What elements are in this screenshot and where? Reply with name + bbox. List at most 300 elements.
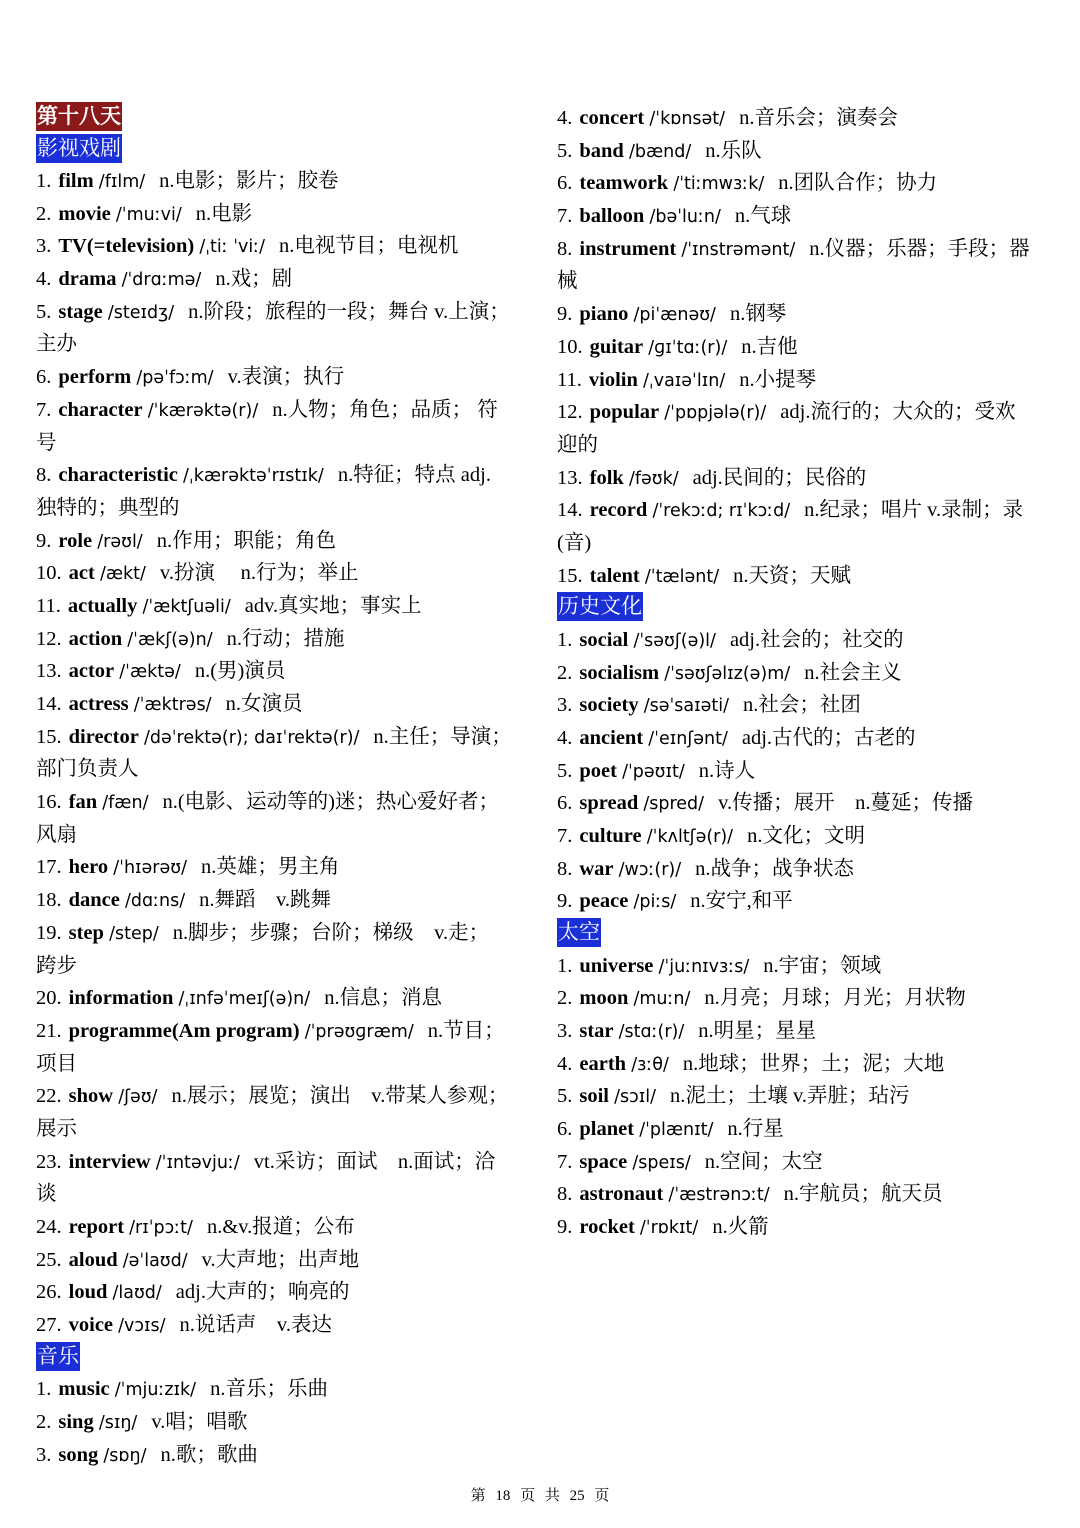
vocab-entry [557,722,1057,755]
entry-phonetic: /sɔɪl/ [614,1087,657,1108]
entry-phonetic: /steɪdʒ/ [107,302,175,323]
entry-meaning: n.信息；消息 [324,987,443,1010]
entry-phonetic: /ˈdrɑːmə/ [121,270,202,291]
entry-meaning: n.月亮；月球；月光；月状物 [704,987,966,1010]
entry-number: 7. [557,824,573,847]
entry-continuation [36,1113,536,1146]
vocab-entry [557,331,1057,364]
vocab-entry [557,200,1057,233]
entry-number: 4. [36,268,52,291]
entry-meaning: v.大声地；出声地 [201,1248,360,1271]
entry-word: aloud [68,1248,118,1271]
entry-phonetic: /ˌtiː ˈviː/ [199,237,266,258]
vocab-entry [557,462,1057,495]
entry-meaning: n.脚步；步骤；台阶；梯级 v.走； [172,921,490,944]
entry-word: hero [68,856,109,879]
entry-word: movie [58,202,111,225]
entry-meaning: n.火箭 [712,1216,769,1238]
entry-word: film [58,170,94,192]
entry-number: 19. [36,921,62,944]
entry-phonetic: /ʃəʊ/ [118,1087,158,1108]
entry-number: 15. [36,725,62,748]
entry-phonetic: /ˈsəʊʃ(ə)l/ [633,630,716,651]
entry-number: 27. [36,1314,62,1337]
entry-word: TV(=television) [58,235,195,258]
entry-meaning: v.表演；执行 [227,366,345,389]
entry-meaning: n.行星 [727,1117,784,1140]
entry-number: 15. [557,564,583,587]
entry-meaning: n.天资；天赋 [733,564,851,587]
entry-number: 10. [36,562,62,585]
entry-word: astronaut [579,1183,664,1206]
entry-continuation [36,1178,536,1211]
left-column [36,102,536,1471]
section-heading [36,1342,536,1374]
entry-word: star [579,1019,614,1042]
entry-number: 23. [36,1150,62,1173]
entry-word: social [579,628,629,651]
entry-word: balloon [579,205,645,228]
entry-number: 9. [557,303,573,326]
vocab-entry [557,787,1057,820]
entry-meaning: n.作用；职能；角色 [156,529,337,552]
entry-meaning: n.气球 [734,205,792,228]
entry-number: 7. [557,205,573,228]
entry-meaning: n.社会主义 [804,661,902,684]
entry-meaning: n.明星；星星 [698,1019,817,1042]
entry-number: 21. [36,1019,62,1042]
entry-meaning: n.人物；角色；品质； 符 [272,398,498,421]
entry-word: dance [68,889,120,912]
entry-meaning: n.诗人 [698,759,756,782]
entry-number: 6. [557,792,573,815]
entry-phonetic: /dɑːns/ [125,891,186,912]
entry-number: 5. [557,759,573,782]
entry-meaning: n.音乐会；演奏会 [739,107,898,129]
entry-phonetic: /ˈmjuːzɪk/ [114,1380,197,1401]
entry-continuation-text: 跨步 [36,954,77,977]
vocab-entry [36,394,536,427]
entry-meaning: n.音乐；乐曲 [210,1378,328,1401]
day-heading [36,102,536,134]
entry-number: 17. [36,856,62,879]
entry-phonetic: /bænd/ [628,141,692,162]
entry-meaning: n.地球；世界；土；泥；大地 [682,1052,945,1075]
entry-continuation-text: 主办 [36,333,77,356]
entry-phonetic: /fəʊk/ [628,468,679,489]
entry-meaning: n.仪器；乐器；手段；器 [809,237,1030,260]
vocab-entry [36,1439,536,1472]
section-heading [557,592,1057,624]
entry-meaning: n.社会；社团 [743,694,861,717]
vocab-entry [36,655,536,688]
entry-number: 26. [36,1281,62,1304]
entry-continuation [557,429,1057,462]
entry-meaning: n.战争；战争状态 [695,857,854,880]
vocab-entry [36,623,536,656]
vocab-entry [36,688,536,721]
entry-phonetic: /ˈrɒkɪt/ [639,1218,699,1238]
vocab-entry [557,820,1057,853]
entry-number: 7. [557,1150,573,1173]
entry-number: 3. [36,235,52,258]
entry-phonetic: /sɪŋ/ [98,1412,138,1433]
entry-number: 3. [557,694,573,717]
entry-word: poet [579,759,617,782]
vocab-entry [557,982,1057,1015]
entry-word: programme(Am program) [68,1019,300,1042]
entry-meaning: adj.大声的；响亮的 [175,1281,350,1304]
entry-phonetic: /sɒŋ/ [103,1445,147,1466]
entry-continuation [36,1048,536,1081]
vocab-entry [557,689,1057,722]
entry-word: perform [58,366,132,389]
vocab-entry [36,1244,536,1277]
entry-word: actually [67,594,138,617]
vocab-entry [557,233,1057,266]
entry-phonetic: /bəˈluːn/ [649,207,721,228]
entry-number: 8. [557,857,573,880]
entry-meaning: adj.流行的；大众的；受欢 [780,401,1016,424]
entry-phonetic: /ˈprəʊɡræm/ [304,1021,414,1042]
entry-continuation-text: 风扇 [36,823,77,846]
vocab-entry [36,557,536,590]
entry-meaning: n.女演员 [225,693,303,715]
entry-phonetic: /fɪlm/ [98,172,146,192]
entry-number: 3. [36,1443,52,1466]
entry-word: band [579,139,624,162]
section-heading-label: 影视戏剧 [36,134,122,163]
entry-word: rocket [579,1216,635,1238]
entry-phonetic: /ˈrekɔːd; rɪˈkɔːd/ [652,501,791,522]
entry-meaning: n.小提琴 [739,368,817,391]
entry-continuation [36,328,536,361]
vocab-entry [36,525,536,558]
entry-meaning: n.戏；剧 [215,268,293,291]
entry-word: earth [579,1052,627,1075]
entry-meaning: n.文化；文明 [747,824,865,847]
entry-number: 11. [36,594,61,617]
entry-number: 14. [557,499,583,522]
entry-phonetic: /ˈmuːvi/ [115,204,182,225]
entry-number: 2. [557,987,573,1010]
entry-word: planet [579,1117,635,1140]
entry-number: 16. [36,791,62,814]
entry-phonetic: /rɪˈpɔːt/ [129,1218,193,1238]
entry-number: 12. [557,401,583,424]
entry-phonetic: /ˈjuːnɪvɜːs/ [658,956,750,977]
entry-word: information [68,987,174,1010]
entry-phonetic: /dəˈrektə(r); daɪˈrektə(r)/ [143,727,360,748]
vocab-entry [36,361,536,394]
entry-phonetic: /ˈæktə/ [119,662,181,683]
entry-number: 6. [557,172,573,195]
entry-number: 25. [36,1248,62,1271]
entry-phonetic: /əˈlaʊd/ [122,1250,188,1271]
entry-meaning: n.展示；展览；演出 v.带某人参观； [171,1085,509,1108]
entry-word: spread [579,792,639,815]
entry-word: characteristic [58,464,178,487]
entry-word: soil [579,1085,609,1108]
entry-continuation [36,950,536,983]
entry-continuation-text: 项目 [36,1052,77,1075]
entry-word: actor [68,660,115,683]
entry-meaning: v.传播；展开 n.蔓延；传播 [718,792,973,815]
vocab-entry [557,1113,1057,1146]
entry-number: 4. [557,107,573,129]
entry-phonetic: /vɔɪs/ [118,1316,166,1337]
entry-word: piano [579,303,629,326]
entry-continuation [36,819,536,852]
entry-number: 2. [36,1410,52,1433]
entry-meaning: adv.真实地；事实上 [244,594,422,617]
entry-continuation-text: 谈 [36,1183,57,1206]
vocab-entry [557,494,1057,527]
entry-meaning: n.乐队 [705,139,762,162]
entry-word: universe [579,954,654,977]
entry-word: folk [589,466,624,489]
vocab-entry [36,230,536,263]
entry-continuation-text: 展示 [36,1117,77,1140]
entry-number: 9. [557,1216,573,1238]
vocab-entry [557,853,1057,886]
entry-word: fan [68,791,98,814]
entry-meaning: n.行动；措施 [226,627,345,650]
vocab-entry [36,917,536,950]
entry-number: 22. [36,1085,62,1108]
entry-number: 2. [557,661,573,684]
entry-meaning: n.团队合作；协力 [778,172,938,195]
section-heading-label: 历史文化 [557,592,643,621]
vocab-entry [36,459,536,492]
entry-continuation-text: 迎的 [557,433,598,456]
entry-number: 5. [557,139,573,162]
day-label: 第十八天 [36,102,122,131]
entry-phonetic: /ˈɪnstrəmənt/ [681,239,796,260]
entry-number: 3. [557,1019,573,1042]
entry-number: 13. [36,660,62,683]
entry-continuation [36,753,536,786]
entry-meaning: n.节目； [427,1019,505,1042]
vocab-entry [557,1178,1057,1211]
vocab-entry [557,1048,1057,1081]
entry-meaning: n.电影 [195,202,253,225]
entry-phonetic: /səˈsaɪəti/ [643,696,730,717]
entry-word: drama [58,268,117,291]
vocab-entry [36,1080,536,1113]
entry-phonetic: /pəˈfɔːm/ [136,368,214,389]
entry-meaning: n.宇宙；领域 [763,954,882,977]
entry-number: 7. [36,398,52,421]
entry-meaning: n.歌；歌曲 [160,1443,258,1466]
entry-number: 14. [36,693,62,715]
entry-word: culture [579,824,642,847]
entry-word: song [58,1443,99,1466]
entry-number: 9. [36,529,52,552]
entry-continuation-text: 独特的；典型的 [36,496,180,519]
entry-phonetic: /ˈeɪnʃənt/ [648,728,728,749]
entry-word: teamwork [579,172,669,195]
vocab-entry [36,296,536,329]
entry-word: war [579,857,614,880]
entry-word: concert [579,107,645,129]
entry-continuation [557,527,1057,560]
entry-number: 12. [36,627,62,650]
entry-meaning: adj.社会的；社交的 [729,628,904,651]
vocab-entry [557,396,1057,429]
entry-word: loud [68,1281,108,1304]
entry-word: voice [68,1314,114,1337]
entry-phonetic: /ɜːθ/ [631,1054,669,1075]
entry-word: instrument [579,237,677,260]
entry-phonetic: /ˈæstrənɔːt/ [668,1185,770,1206]
section-heading [36,134,536,166]
entry-meaning: n.(男)演员 [194,660,286,683]
entry-phonetic: /ˈkɒnsət/ [649,109,726,129]
vocab-entry [557,624,1057,657]
entry-number: 24. [36,1216,62,1238]
vocab-entry [36,1309,536,1342]
entry-word: step [68,921,104,944]
entry-number: 8. [557,237,573,260]
entry-phonetic: /ˈplænɪt/ [639,1119,714,1140]
vocab-entry [36,1146,536,1179]
entry-phonetic: /ɡɪˈtɑː(r)/ [648,337,728,358]
vocab-entry [36,165,536,198]
entry-meaning: v.唱；唱歌 [151,1410,248,1433]
entry-phonetic: /ˈɪntəvjuː/ [155,1152,240,1173]
section-heading-label: 音乐 [36,1342,80,1371]
entry-meaning: n.主任；导演； [373,725,512,748]
entry-word: action [68,627,123,650]
entry-number: 8. [36,464,52,487]
entry-word: moon [579,987,629,1010]
entry-phonetic: /rəʊl/ [97,531,143,552]
vocab-entry [557,885,1057,918]
entry-meaning: n.安宁,和平 [690,890,793,913]
vocab-entry [557,298,1057,331]
entry-number: 4. [557,1052,573,1075]
entry-phonetic: /ˈkʌltʃə(r)/ [646,826,734,847]
entry-phonetic: /ˈhɪərəʊ/ [113,858,187,879]
entry-word: socialism [579,661,660,684]
vocab-entry [557,755,1057,788]
entry-phonetic: /muːn/ [633,989,691,1010]
entry-number: 1. [36,1378,52,1401]
page-footer: 第 18 页 共 25 页 [470,1488,610,1504]
entry-meaning: n.纪录；唱片 v.录制；录 [804,499,1024,522]
entry-meaning: n.空间；太空 [704,1150,823,1173]
entry-meaning: n.宇航员；航天员 [783,1183,943,1206]
entry-meaning: n.特征；特点 adj. [337,464,491,487]
entry-number: 6. [557,1117,573,1140]
entry-phonetic: /ˈsəʊʃəlɪz(ə)m/ [664,663,791,684]
entry-meaning: v.扮演 n.行为；举止 [159,562,359,585]
vocab-entry [36,263,536,296]
entry-continuation [36,492,536,525]
entry-word: talent [589,564,640,587]
entry-number: 1. [36,170,52,192]
vocab-entry [557,1146,1057,1179]
entry-continuation [557,265,1057,298]
entry-word: guitar [589,335,644,358]
entry-phonetic: /step/ [109,923,159,944]
vocab-entry [36,1015,536,1048]
entry-number: 13. [557,466,583,489]
vocab-entry [36,198,536,231]
entry-number: 1. [557,954,573,977]
entry-word: record [589,499,648,522]
entry-meaning: n.&v.报道；公布 [206,1216,355,1238]
right-column [557,102,1057,1244]
entry-phonetic: /fæn/ [102,793,149,814]
entry-meaning: n.电影；影片；胶卷 [159,170,339,192]
entry-word: interview [68,1150,151,1173]
vocab-entry [557,1211,1057,1244]
vocab-entry [36,1406,536,1439]
entry-phonetic: /piˈænəʊ/ [633,305,716,326]
section-heading-label: 太空 [557,918,601,947]
vocab-entry [557,1015,1057,1048]
entry-number: 1. [557,628,573,651]
entry-phonetic: /ˈtælənt/ [644,566,720,587]
entry-meaning: n.舞蹈 v.跳舞 [199,889,332,912]
entry-continuation-text: 械 [557,270,578,293]
vocab-entry [557,364,1057,397]
vocab-entry [36,721,536,754]
entry-word: popular [589,401,660,424]
entry-phonetic: /ˈpəʊɪt/ [622,761,685,782]
vocab-entry [36,982,536,1015]
entry-word: peace [579,890,629,913]
entry-number: 5. [557,1085,573,1108]
entry-number: 8. [557,1183,573,1206]
entry-phonetic: /ˈæktrəs/ [133,695,212,715]
entry-continuation-text: 部门负责人 [36,758,139,781]
entry-phonetic: /ˌkærəktəˈrɪstɪk/ [183,466,324,487]
entry-word: show [68,1085,114,1108]
entry-phonetic: /stɑː(r)/ [618,1021,685,1042]
entry-number: 9. [557,890,573,913]
entry-word: character [58,398,143,421]
entry-continuation [36,427,536,460]
vocab-entry [557,560,1057,593]
vocab-entry [36,1373,536,1406]
entry-word: actress [68,693,129,715]
entry-phonetic: /ˈæktʃuəli/ [142,596,231,617]
entry-meaning: n.阶段；旅程的一段；舞台 v.上演； [188,300,510,323]
vocab-entry [36,884,536,917]
entry-phonetic: /ˌvaɪəˈlɪn/ [643,370,726,391]
entry-word: space [579,1150,628,1173]
entry-phonetic: /speɪs/ [632,1152,691,1173]
vocab-entry [557,950,1057,983]
section-heading [557,918,1057,950]
entry-number: 2. [36,202,52,225]
entry-phonetic: /ˈtiːmwɜːk/ [673,174,765,195]
entry-word: society [579,694,639,717]
vocab-entry [557,167,1057,200]
entry-phonetic: /ˈpɒpjələ(r)/ [664,403,767,424]
entry-continuation-text: (音) [557,531,592,554]
vocab-entry [36,1276,536,1309]
entry-phonetic: /laʊd/ [112,1283,162,1304]
entry-number: 11. [557,368,582,391]
entry-meaning: n.钢琴 [729,303,787,326]
entry-word: report [68,1216,125,1238]
entry-number: 20. [36,987,62,1010]
vocab-entry [557,657,1057,690]
